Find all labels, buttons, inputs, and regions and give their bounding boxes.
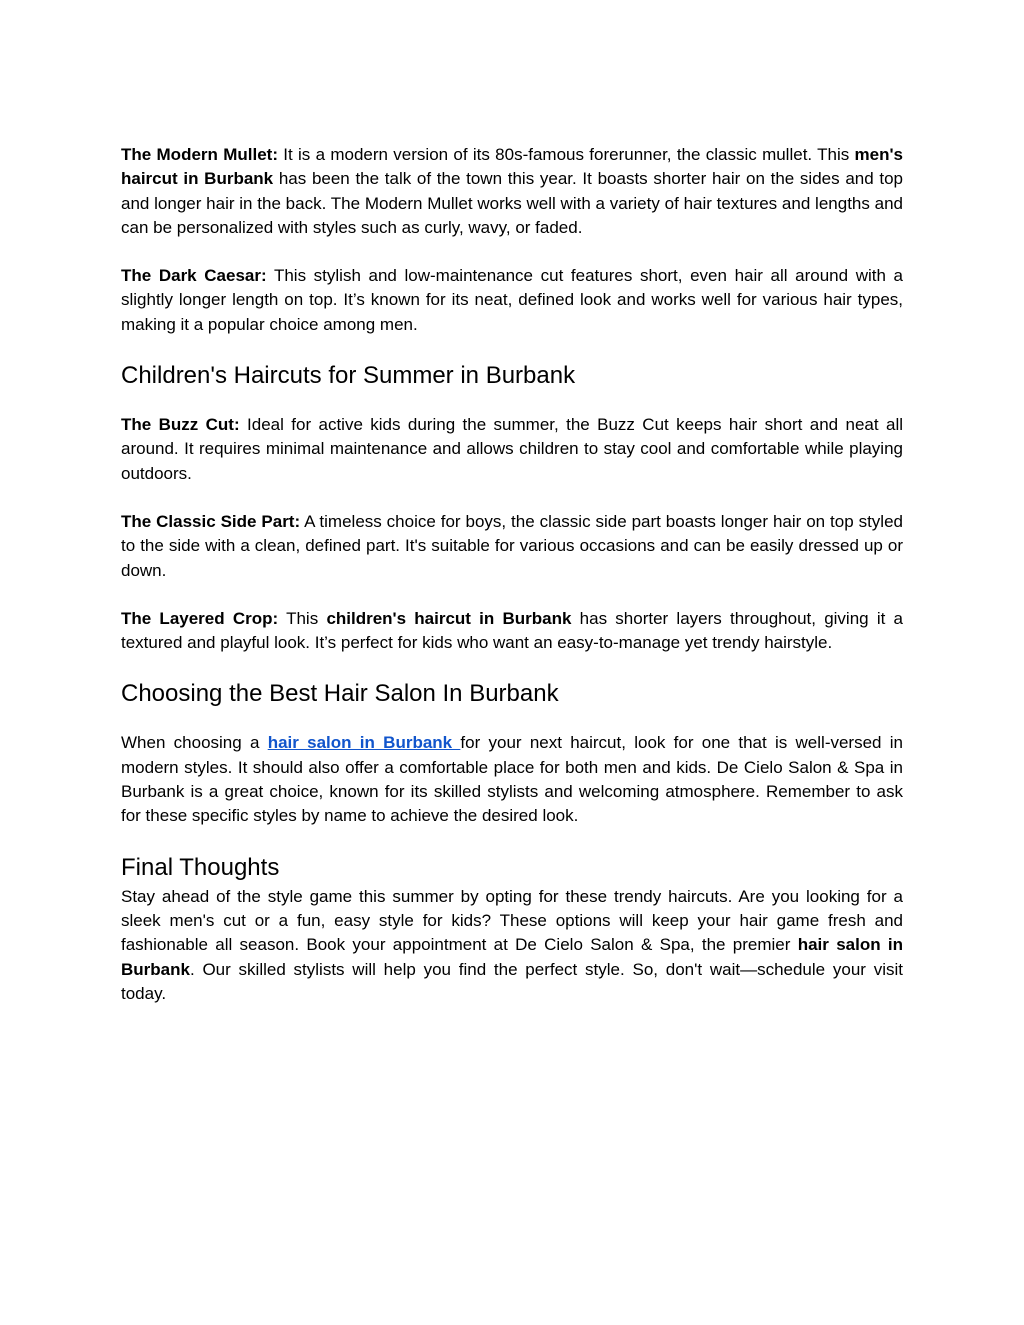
buzz-cut-paragraph <box>121 413 903 486</box>
layered-crop-paragraph <box>121 607 903 656</box>
layered-crop-text-2: has shorter layers throughout, giving it a textured and playful look. It’s perfect for kids who want an easy-to-manage yet trendy hairstyle. <box>121 608 904 653</box>
final-thoughts-paragraph <box>121 885 903 1006</box>
dark-caesar-paragraph <box>121 264 903 337</box>
classic-side-part-title: The Classic Side Part: <box>121 511 301 531</box>
final-thoughts-heading: Final Thoughts <box>121 853 280 881</box>
final-thoughts-text-1: Stay ahead of the style game this summer by opting for these trendy haircuts. Are you looking for a sleek men's cut or a fun, easy style for kids? These options will keep your hair game fresh and fashionable all season. Book your appointment at De Cielo Salon & Spa, the premier <box>121 886 903 955</box>
children-haircuts-heading: Children's Haircuts for Summer in Burbank <box>121 362 576 390</box>
final-thoughts-keyword: hair salon in Burbank <box>121 935 903 979</box>
layered-crop-title: The Layered Crop: <box>121 608 279 628</box>
buzz-cut-title: The Buzz Cut: <box>121 415 240 435</box>
best-salon-heading: Choosing the Best Hair Salon In Burbank <box>121 680 559 708</box>
dark-caesar-title: The Dark Caesar: <box>121 266 267 286</box>
classic-side-part-paragraph <box>121 510 903 583</box>
layered-crop-keyword: children's haircut in Burbank <box>326 608 572 628</box>
classic-side-part-text: A timeless choice for boys, the classic side part boasts longer hair on top styled to the side with a clean, defined part. It's suitable for various occasions and can be easily dressed up or down. <box>121 511 903 580</box>
modern-mullet-paragraph <box>121 143 903 240</box>
best-salon-text-2: for your next haircut, look for one that is well-versed in modern styles. It should also offer a comfortable place for both men and kids. De Cielo Salon & Spa in Burbank is a great choice, known for its skilled stylists and welcoming atmosphere. Remember to ask for these specific styles by name to achieve the desired look. <box>121 733 903 826</box>
modern-mullet-keyword: men's haircut in Burbank <box>121 145 903 189</box>
final-thoughts-text-2: . Our skilled stylists will help you find the perfect style. So, don't wait—schedule your visit today. <box>121 959 903 1003</box>
hair-salon-link[interactable]: hair salon in Burbank <box>267 733 461 753</box>
best-salon-text-1: When choosing a <box>121 733 268 753</box>
modern-mullet-text-2: has been the talk of the town this year. It boasts shorter hair on the sides and top and longer hair in the back. The Modern Mullet works well with a variety of hair textures and lengths and can be personalized with styles such as curly, wavy, or faded. <box>121 169 904 237</box>
buzz-cut-text: Ideal for active kids during the summer, the Buzz Cut keeps hair short and neat all around. It requires minimal maintenance and allows children to stay cool and comfortable while playing outdoors. <box>121 415 903 483</box>
dark-caesar-text: This stylish and low-maintenance cut features short, even hair all around with a slightly longer length on top. It’s known for its neat, defined look and works well for various hair types, making it a popular choice among men. <box>121 266 904 334</box>
layered-crop-text-1: This <box>278 608 327 628</box>
modern-mullet-text-1: It is a modern version of its 80s-famous forerunner, the classic mullet. This <box>277 145 855 164</box>
document-page <box>121 143 903 1006</box>
modern-mullet-title: The Modern Mullet: <box>121 145 278 164</box>
best-salon-paragraph <box>121 731 903 828</box>
